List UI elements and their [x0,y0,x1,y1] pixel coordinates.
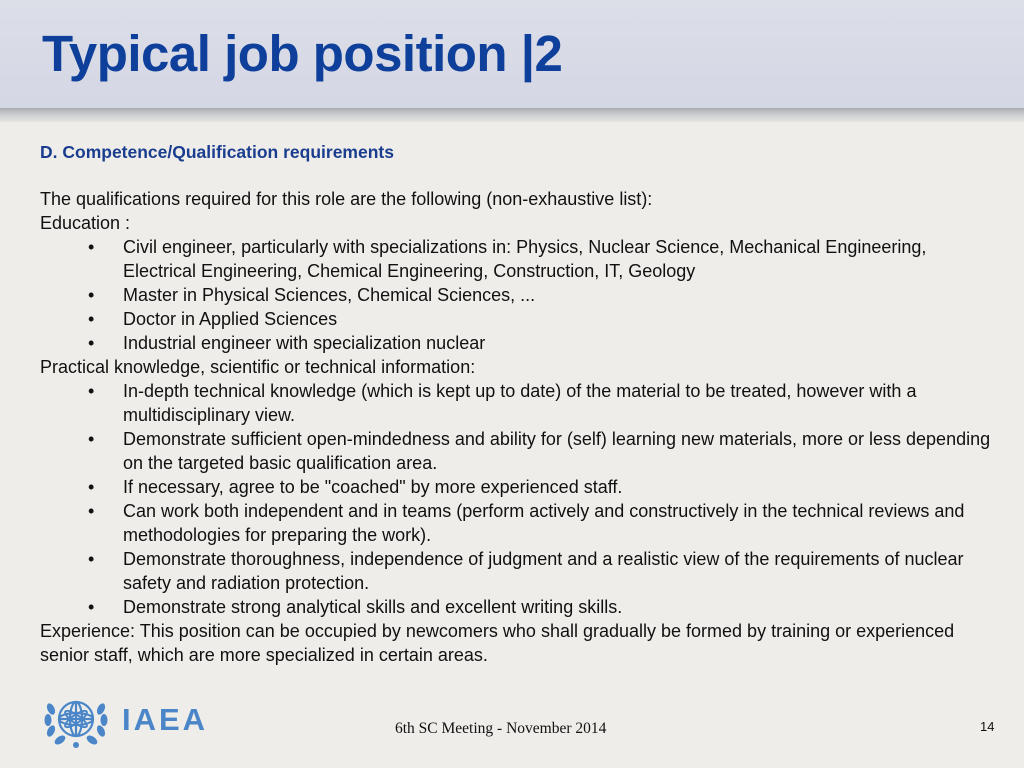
intro-text: The qualifications required for this role are the following (non-exhaustive list): [40,189,653,209]
bullet-icon: • [88,333,95,353]
slide-body [40,187,1000,667]
list-item [40,283,1000,307]
education-list [40,235,1000,355]
knowledge-list [40,379,1000,619]
list-item [40,427,1000,475]
list-item-text: If necessary, agree to be "coached" by more experienced staff. [123,477,623,497]
list-item [40,379,1000,427]
bullet-icon: • [88,429,95,449]
bullet-icon: • [88,309,95,329]
bullet-icon: • [88,237,95,257]
list-item-text: Master in Physical Sciences, Chemical Sciences, ... [123,285,536,305]
list-item [40,235,1000,283]
logo-text: IAEA [122,702,209,737]
list-item-text: Demonstrate strong analytical skills and excellent writing skills. [123,597,623,617]
list-item [40,475,1000,499]
list-item-text: Demonstrate sufficient open-mindedness and ability for (self) learning new materials, more or less depending on the targeted basic qualification area. [123,429,991,473]
bullet-icon: • [88,501,95,521]
list-item [40,331,1000,355]
iaea-logo [40,689,230,751]
bullet-icon: • [88,285,95,305]
section-heading: D. Competence/Qualification requirements [40,142,394,162]
page-number: 14 [980,719,995,734]
list-item-text: Demonstrate thoroughness, independence of judgment and a realistic view of the requirements of nuclear safety and radiation protection. [123,549,964,593]
list-item [40,595,1000,619]
experience-text: Experience: This position can be occupied by newcomers who shall gradually be formed by training or experienced senior staff, which are more specialized in certain areas. [40,621,955,665]
list-item [40,307,1000,331]
header-divider [0,108,1024,122]
list-item [40,547,1000,595]
list-item-text: Doctor in Applied Sciences [123,309,338,329]
bullet-icon: • [88,477,95,497]
list-item [40,499,1000,547]
un-emblem-icon [40,689,112,751]
bullet-icon: • [88,381,95,401]
footer-meeting: 6th SC Meeting - November 2014 [395,720,607,737]
slide-title: Typical job position |2 [42,25,563,82]
education-label: Education : [40,213,131,233]
list-item-text: Industrial engineer with specialization nuclear [123,333,486,353]
knowledge-label: Practical knowledge, scientific or technical information: [40,357,476,377]
list-item-text: Can work both independent and in teams (perform actively and constructively in the technical reviews and methodologies for preparing the work). [123,501,965,545]
list-item-text: In-depth technical knowledge (which is kept up to date) of the material to be treated, however with a multidisciplinary view. [123,381,917,425]
list-item-text: Civil engineer, particularly with specializations in: Physics, Nuclear Science, Mechanical Engineering, Electrical Engineering, Chemical Engineering, Construction, IT, Geology [123,237,927,281]
bullet-icon: • [88,597,95,617]
bullet-icon: • [88,549,95,569]
